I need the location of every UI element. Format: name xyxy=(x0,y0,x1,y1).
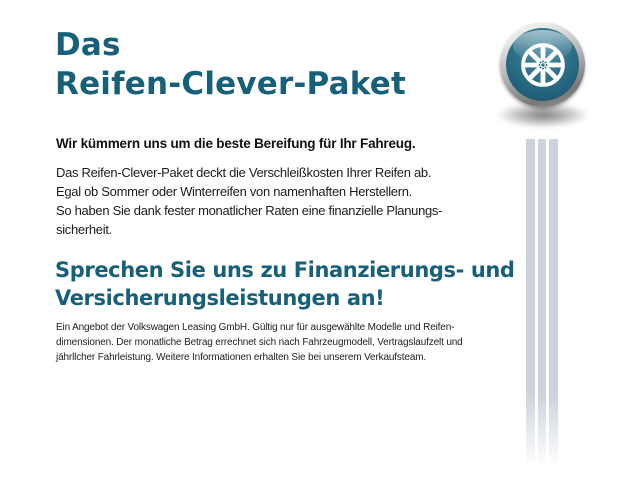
wheel-icon xyxy=(516,38,570,92)
body-line-1: Das Reifen-Clever-Paket deckt die Verschleißkosten Ihrer Reifen ab. xyxy=(56,165,432,180)
legal-line-2: dimensionen. Der monatliche Betrag errechnet sich nach Fahrzeugmodell, Vertragslaufzelt und xyxy=(56,337,463,348)
page-title xyxy=(55,26,406,104)
legal-text xyxy=(56,320,463,365)
body-line-3: So haben Sie dank fester monatlicher Raten eine finanzielle Planungs- xyxy=(56,203,443,218)
cta-line-2: Versicherungsleistungen an! xyxy=(55,286,385,310)
decorative-stripe xyxy=(538,139,547,467)
wheel-badge xyxy=(500,22,585,107)
legal-line-3: jährllcher Fahrleistung. Weitere Informationen erhalten Sie bei unserem Verkaufsteam. xyxy=(56,352,427,363)
body-line-2: Egal ob Sommer oder Winterreifen von namenhaften Herstellern. xyxy=(56,184,412,199)
wheel-badge-face xyxy=(506,28,579,101)
legal-line-1: Ein Angebot der Volkswagen Leasing GmbH. Gültig nur für ausgewählte Modelle und Reifen- xyxy=(56,322,455,333)
decorative-stripe xyxy=(526,139,535,467)
body-paragraph xyxy=(56,163,442,239)
decorative-stripe xyxy=(549,139,558,467)
page-title-line-1: Das xyxy=(55,27,121,63)
cta-heading xyxy=(55,256,515,312)
page-title-line-2: Reifen-Clever-Paket xyxy=(55,66,406,102)
body-line-4: sicherheit. xyxy=(56,222,112,237)
subtitle: Wir kümmern uns um die beste Bereifung für Ihr Fahreug. xyxy=(56,136,416,151)
cta-line-1: Sprechen Sie uns zu Finanzierungs- und xyxy=(55,258,515,282)
